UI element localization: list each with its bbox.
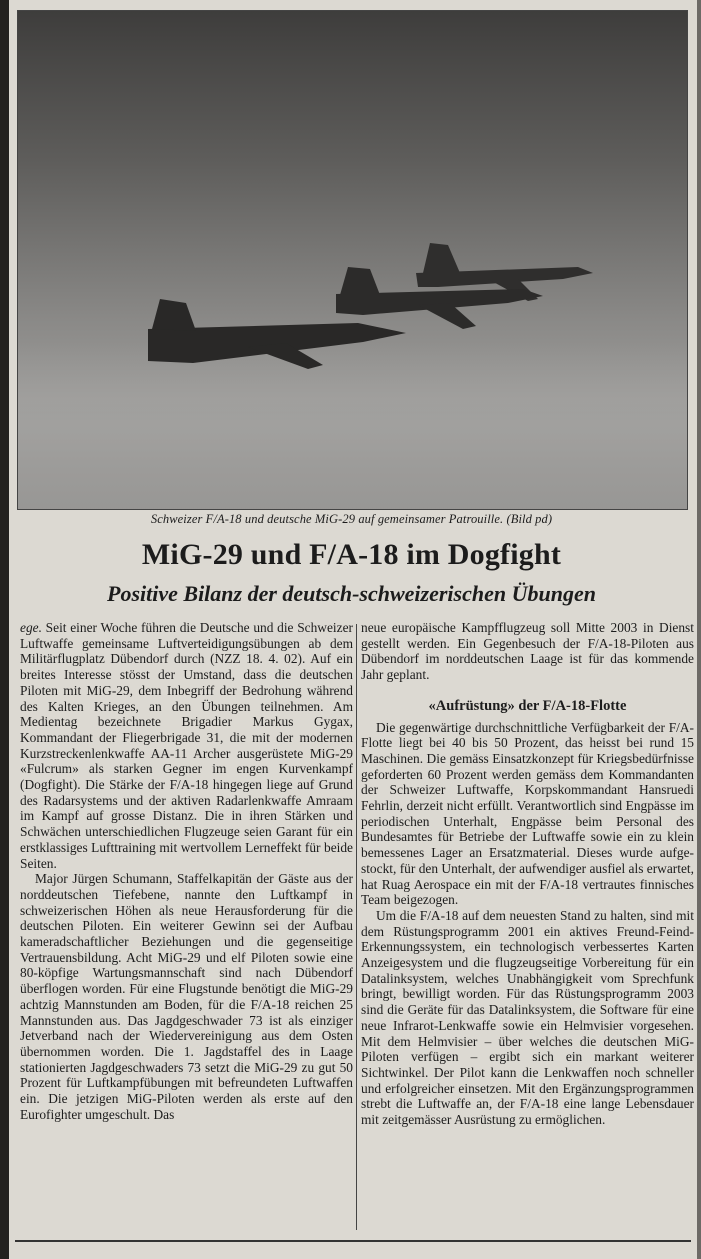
paragraph bbox=[20, 620, 353, 871]
paragraph-text: Seit einer Woche führen die Deutsche und die Schweizer Luftwaffe gemeinsame Luftverteidigungsübungen ab dem Militärflugplatz Dübendorf durch (NZZ 18. 4. 02). Auf ein breites Interesse stösst der Umstand, dass die deutschen Piloten mit MiG-29, dem Inbegriff der Bedrohung während des Kalten Krieges, an den Übungen teilnehmen. Am Medientag bezeichnete Brigadier Markus Gygax, Kommandant der Fliegerbrigade 31, die mit der modernen Kurzstreckenlenkwaffe AA-11 Archer ausgerüstete MiG-29 «Fulcrum» als starken Gegner im engen Kurvenkampf (Dogfight). Die Stärke der F/A-18 hingegen liege auf Grund des Radarsystems und der aktiven Radarlenkwaffe Amraam im Kampf auf grosse Distanz. Die in ihren Stärken und Schwächen unterschiedlichen Flugzeuge seien Garant für ein erstklassiges Lufttraining mit wertvollem Lerneffekt für beide Seiten. bbox=[20, 620, 353, 871]
paragraph: Die gegenwärtige durchschnittliche Verfügbarkeit der F/A-Flotte liegt bei 40 bis 50 Prozent, das heisst bei rund 15 Maschinen. Die gemäss Einsatzkonzept für Kriegsbedürfnisse geforderten 60 Prozent werden gemäss dem Kommandanten der Schweizer Luftwaffe, Korpskommandant Hansruedi Fehrlin, derzeit nicht erfüllt. Verantwortlich sind Engpässe im periodischen Unterhalt, Engpässe beim Personal des Bundesamtes für Betriebe der Luftwaffe sowie ein zu klein bemessenes Lager an Ersatzmaterial. Dieses wurde aufgestockt, für den Unterhalt, der aufwendiger ausfiel als erwartet, hat Ruag Aerospace ein mit der F/A-18 vertrautes finnisches Team beigezogen. bbox=[361, 719, 694, 908]
scan-right-edge bbox=[697, 0, 701, 1259]
bottom-rule bbox=[15, 1240, 691, 1242]
article-photo bbox=[17, 10, 688, 510]
author-initials: ege. bbox=[20, 620, 42, 635]
column-divider bbox=[356, 624, 357, 1230]
section-heading: «Aufrüstung» der F/A-18-Flotte bbox=[428, 697, 627, 714]
photo-caption: Schweizer F/A-18 und deutsche MiG-29 auf gemeinsamer Patrouille. (Bild pd) bbox=[150, 512, 553, 526]
scan-left-edge bbox=[0, 0, 9, 1259]
article-subheadline: Positive Bilanz der deutsch-schweizerischen Übungen bbox=[107, 581, 596, 606]
paragraph: Major Jürgen Schumann, Staffelkapitän der Gäste aus der norddeutschen Tiefebene, nannte den Luftkampf in schweizerischen Höhen als neue Herausforderung für die deutschen Piloten. Ein weiterer Gewinn sei der Aufbau kameradschaftlicher Beziehungen und die gegenseitige Vertrauensbildung. Acht MiG-29 und elf Piloten sowie eine 80-köpfige Wartungsmannschaft sind nach Dübendorf überflogen worden. Für eine Flugstunde benötigt die MiG-29 achtzig Mannstunden am Boden, für die F/A-18 reichen 25 Mannstunden aus. Das Jagdgeschwader 73 ist als einziger Jetverband nach der Wiedervereinigung aus dem Osten übernommen worden. Die 1. Jagdstaffel des in Laage stationierten Jagdgeschwaders 73 setzt die MiG-29 zu gut 50 Prozent für Luftkampfübungen mit befreundeten Luftwaffen ein. Die jetzigen MiG-Piloten werden als erste auf den Eurofighter umgeschult. Das bbox=[20, 871, 353, 1122]
article-headline: MiG-29 und F/A-18 im Dogfight bbox=[141, 538, 562, 571]
article-column-right bbox=[361, 620, 694, 1128]
paragraph: Um die F/A-18 auf dem neuesten Stand zu halten, sind mit dem Rüstungsprogramm 2001 ein aktives Freund-Feind-Erkennungssystem, ein technologisch verbessertes Karten Anzeigesystem und die flugzeugseitige Vorbereitung für ein Datalinksystem, welches Unabhängigkeit vom Sprechfunk bringt, bewilligt worden. Für das Rüstungsprogramm 2003 sind die Geräte für das Datalinksystem, die Software für eine neue Infrarot-Lenkwaffe sowie ein Helmvisier vorgesehen. Mit dem Helmvisier – über welches die deutschen MiG-Piloten verfügen – ergibt sich ein markant weiterer Sichtwinkel. Der Pilot kann die Lenkwaffen noch schneller und erfolgreicher einsetzen. Mit den Ergänzungsprogrammen strebt die Luftwaffe an, der F/A-18 eine lange Lebensdauer mit zeitgemässer Ausrüstung zu ermöglichen. bbox=[361, 907, 694, 1128]
fighter-jets-illustration bbox=[18, 11, 687, 509]
paragraph: neue europäische Kampfflugzeug soll Mitte 2003 in Dienst gestellt werden. Ein Gegenbesuch der F/A-18-Piloten aus Dübendorf im norddeutschen Laage ist für das kommende Jahr geplant. bbox=[361, 620, 694, 683]
article-column-left bbox=[20, 620, 353, 1123]
cloud-layer bbox=[18, 341, 687, 509]
